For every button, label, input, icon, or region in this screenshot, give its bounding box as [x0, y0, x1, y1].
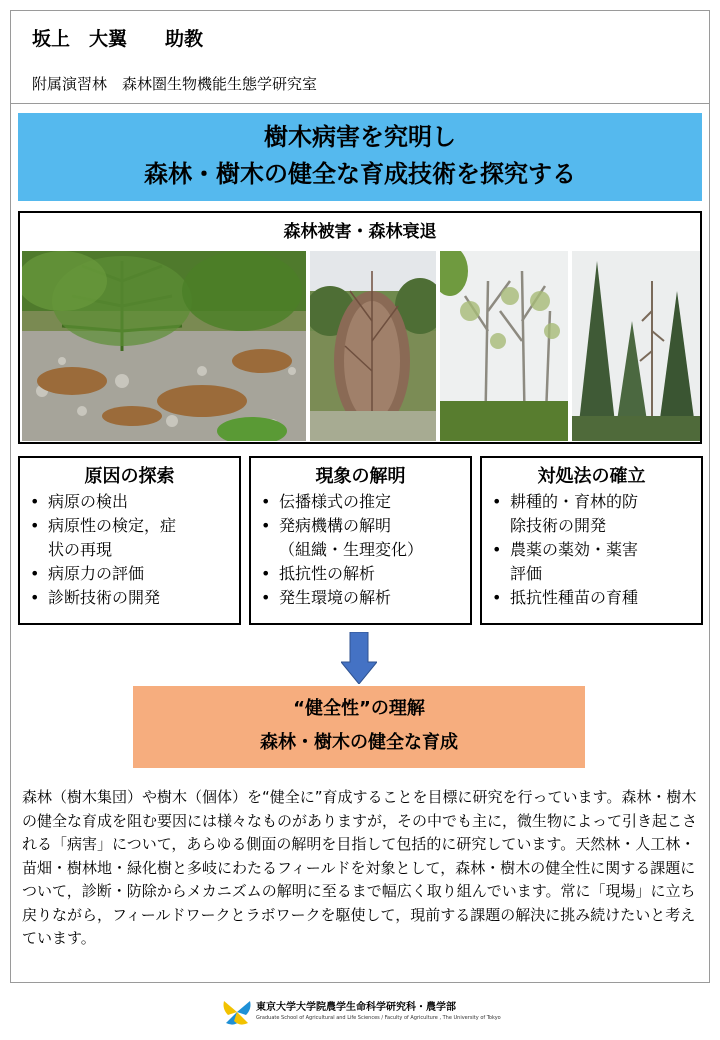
list-item: • 発病機構の解明: [259, 514, 464, 538]
column-list: [251, 490, 470, 610]
cause-search-box: [18, 456, 241, 625]
header-divider: [10, 103, 710, 104]
list-item: • 病原の検出: [28, 490, 233, 514]
title-line-1: 樹木病害を究明し: [264, 123, 456, 151]
title-line-2: 森林・樹木の健全な育成技術を探究する: [144, 160, 576, 188]
forest-damage-panel: [18, 211, 702, 444]
list-item: • 伝播様式の推定: [259, 490, 464, 514]
list-item: • 発生環境の解析: [259, 586, 464, 610]
forest-damage-title: 森林被害・森林衰退: [283, 222, 437, 242]
column-heading: 現象の解明: [315, 466, 406, 487]
result-line-2: 森林・樹木の健全な育成: [260, 732, 458, 753]
column-heading: 対処法の確立: [537, 466, 646, 487]
list-item: 評価: [510, 564, 543, 583]
list-item: • 抵抗性の解析: [259, 562, 464, 586]
footer-japanese-name: 東京大学大学院農学生命科学研究科・農学部: [256, 1002, 456, 1013]
researcher-name: 坂上 大翼 助教: [32, 28, 204, 50]
list-item: • 農薬の薬効・薬害: [490, 538, 695, 562]
column-list: [482, 490, 701, 610]
bare-deciduous-trees-photo: [440, 251, 568, 441]
phenomenon-elucidation-box: [249, 456, 472, 625]
countermeasure-box: [480, 456, 703, 625]
ginkgo-logo-icon: [220, 995, 254, 1029]
research-description: 森林（樹木集団）や樹木（個体）を“健全に”育成することを目標に研究を行っています。森林・樹木の健全な育成を阻む要因には様々なものがありますが，その中でも主に，微生物によって引き起こされる「病害」について，あらゆる側面の解明を目指して包括的に研究しています。天然林・人工林・苗畑・樹林地・緑化樹と多岐にわたるフィールドを対象として，森林・樹木の健全性に関する課題について，診断・防除からメカニズムの解明に至るまで幅広く取り組んでいます。常に「現場」に立ち戻りながら，フィールドワークとラボワークを駆使して，現前する課題の解決に挑み続けたいと考えています。: [22, 788, 698, 947]
column-list: [20, 490, 239, 610]
university-footer: [220, 993, 520, 1031]
laboratory-name: 附属演習林 森林圏生物機能生態学研究室: [32, 75, 318, 93]
list-item: • 病原力の評価: [28, 562, 233, 586]
dead-conifer-forest-photo: [572, 251, 700, 441]
list-item: （組織・生理変化）: [279, 540, 424, 559]
list-item: • 抵抗性種苗の育種: [490, 586, 695, 610]
research-title-banner: [18, 113, 702, 201]
result-line-1: “健全性”の理解: [293, 698, 425, 719]
list-item: • 耕種的・育林的防: [490, 490, 695, 514]
list-item: • 病原性の検定，症: [28, 514, 233, 538]
footer-english-name: Graduate School of Agricultural and Life Sciences / Faculty of Agriculture , The University of Tokyo: [256, 1015, 501, 1021]
withered-shrub-photo: [310, 251, 436, 441]
list-item: 状の再現: [48, 540, 113, 559]
conifer-seedling-dieback-photo: [22, 251, 306, 441]
column-heading: 原因の探索: [84, 466, 175, 487]
down-arrow-icon: [341, 632, 377, 684]
health-understanding-banner: [133, 686, 585, 768]
list-item: • 診断技術の開発: [28, 586, 233, 610]
list-item: 除技術の開発: [510, 516, 607, 535]
